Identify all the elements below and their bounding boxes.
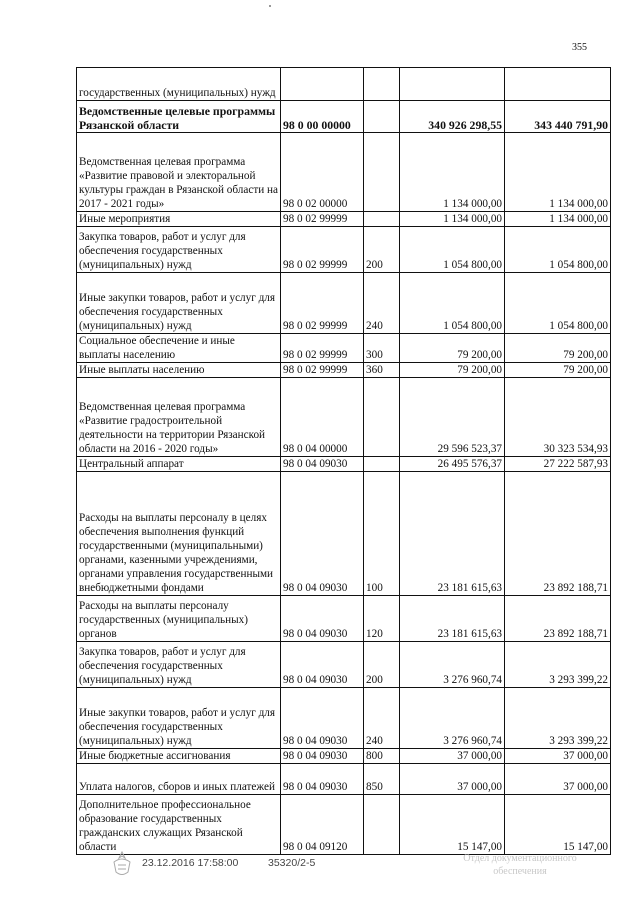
table-row xyxy=(77,642,611,688)
cell-v2: 15 147,00 xyxy=(505,795,611,855)
cell-name: Ведомственная целевая программа «Развитие градостроительной деятельности на территории Рязанской области на 2016 - 2020 годы» xyxy=(77,378,281,457)
cell-v2: 3 293 399,22 xyxy=(505,688,611,749)
cell-code: 98 0 00 00000 xyxy=(281,101,364,133)
cell-name: Закупка товаров, работ и услуг для обеспечения государственных (муниципальных) нужд xyxy=(77,227,281,273)
cell-v1: 23 181 615,63 xyxy=(400,596,505,642)
cell-code: 98 0 04 09030 xyxy=(281,457,364,472)
table-row xyxy=(77,457,611,472)
cell-v1: 29 596 523,37 xyxy=(400,378,505,457)
cell-type xyxy=(364,101,400,133)
scan-mark xyxy=(269,5,271,7)
cell-code: 98 0 02 99999 xyxy=(281,334,364,363)
table-row xyxy=(77,101,611,133)
emblem-icon xyxy=(108,850,136,880)
page-number: 355 xyxy=(572,42,587,53)
cell-name: Уплата налогов, сборов и иных платежей xyxy=(77,764,281,795)
cell-name: Иные выплаты населению xyxy=(77,363,281,378)
cell-type: 300 xyxy=(364,334,400,363)
cell-v2: 1 134 000,00 xyxy=(505,212,611,227)
budget-table-body xyxy=(77,68,611,855)
cell-type xyxy=(364,457,400,472)
cell-code: 98 0 02 99999 xyxy=(281,273,364,334)
table-row xyxy=(77,68,611,101)
cell-v2: 37 000,00 xyxy=(505,764,611,795)
cell-type xyxy=(364,212,400,227)
cell-code: 98 0 02 00000 xyxy=(281,133,364,212)
cell-v2: 27 222 587,93 xyxy=(505,457,611,472)
table-row xyxy=(77,273,611,334)
cell-name: Дополнительное профессиональное образование государственных гражданских служащих Рязанской области xyxy=(77,795,281,855)
cell-v2: 3 293 399,22 xyxy=(505,642,611,688)
cell-type xyxy=(364,68,400,101)
cell-v2: 37 000,00 xyxy=(505,749,611,764)
cell-v2: 343 440 791,90 xyxy=(505,101,611,133)
cell-type: 200 xyxy=(364,227,400,273)
cell-v2: 79 200,00 xyxy=(505,334,611,363)
cell-v2 xyxy=(505,68,611,101)
cell-name: Центральный аппарат xyxy=(77,457,281,472)
cell-code: 98 0 02 99999 xyxy=(281,227,364,273)
cell-v1 xyxy=(400,68,505,101)
table-row xyxy=(77,472,611,596)
cell-v2: 30 323 534,93 xyxy=(505,378,611,457)
cell-type: 200 xyxy=(364,642,400,688)
department-seal: Отдел документационного обеспечения xyxy=(463,853,577,877)
cell-v1: 3 276 960,74 xyxy=(400,688,505,749)
table-row xyxy=(77,795,611,855)
table-row xyxy=(77,378,611,457)
cell-v1: 3 276 960,74 xyxy=(400,642,505,688)
cell-v1: 37 000,00 xyxy=(400,764,505,795)
cell-type: 240 xyxy=(364,688,400,749)
cell-type: 360 xyxy=(364,363,400,378)
cell-code: 98 0 02 99999 xyxy=(281,363,364,378)
cell-v1: 37 000,00 xyxy=(400,749,505,764)
cell-v2: 1 054 800,00 xyxy=(505,273,611,334)
cell-v2: 23 892 188,71 xyxy=(505,472,611,596)
cell-code: 98 0 04 09030 xyxy=(281,472,364,596)
table-row xyxy=(77,764,611,795)
cell-v1: 26 495 576,37 xyxy=(400,457,505,472)
table-row xyxy=(77,334,611,363)
cell-v2: 1 134 000,00 xyxy=(505,133,611,212)
cell-code: 98 0 04 09030 xyxy=(281,596,364,642)
footer-datetime: 23.12.2016 17:58:00 xyxy=(142,857,239,869)
cell-name: Социальное обеспечение и иные выплаты населению xyxy=(77,334,281,363)
cell-v1: 1 134 000,00 xyxy=(400,133,505,212)
cell-type xyxy=(364,795,400,855)
cell-type: 850 xyxy=(364,764,400,795)
cell-type xyxy=(364,378,400,457)
cell-name: Иные закупки товаров, работ и услуг для обеспечения государственных (муниципальных) нужд xyxy=(77,688,281,749)
cell-name: Ведомственные целевые программы Рязанской области xyxy=(77,101,281,133)
cell-code: 98 0 04 09030 xyxy=(281,688,364,749)
table-row xyxy=(77,363,611,378)
cell-name: Иные бюджетные ассигнования xyxy=(77,749,281,764)
table-row xyxy=(77,749,611,764)
cell-name: Закупка товаров, работ и услуг для обеспечения государственных (муниципальных) нужд xyxy=(77,642,281,688)
table-row xyxy=(77,227,611,273)
table-row xyxy=(77,212,611,227)
cell-code xyxy=(281,68,364,101)
cell-type xyxy=(364,133,400,212)
cell-v1: 1 054 800,00 xyxy=(400,227,505,273)
table-row xyxy=(77,133,611,212)
cell-type: 120 xyxy=(364,596,400,642)
cell-name: Иные закупки товаров, работ и услуг для обеспечения государственных (муниципальных) нужд xyxy=(77,273,281,334)
cell-v1: 1 134 000,00 xyxy=(400,212,505,227)
table-row xyxy=(77,688,611,749)
cell-code: 98 0 02 99999 xyxy=(281,212,364,227)
cell-code: 98 0 04 09030 xyxy=(281,642,364,688)
cell-code: 98 0 04 00000 xyxy=(281,378,364,457)
cell-v2: 1 054 800,00 xyxy=(505,227,611,273)
footer-doc-id: 35320/2-5 xyxy=(268,857,316,869)
cell-type: 100 xyxy=(364,472,400,596)
cell-code: 98 0 04 09120 xyxy=(281,795,364,855)
cell-v1: 340 926 298,55 xyxy=(400,101,505,133)
cell-name: Иные мероприятия xyxy=(77,212,281,227)
cell-type: 800 xyxy=(364,749,400,764)
cell-code: 98 0 04 09030 xyxy=(281,749,364,764)
cell-v1: 1 054 800,00 xyxy=(400,273,505,334)
cell-v1: 15 147,00 xyxy=(400,795,505,855)
cell-v1: 23 181 615,63 xyxy=(400,472,505,596)
cell-name: Ведомственная целевая программа «Развитие правовой и электоральной культуры граждан в Рязанской области на 2017 - 2021 годы» xyxy=(77,133,281,212)
cell-name: Расходы на выплаты персоналу в целях обеспечения выполнения функций государственными (муниципальными) органами, казенными учреждениями, органами управления государственными внебюджетными фондами xyxy=(77,472,281,596)
table-row xyxy=(77,596,611,642)
cell-v2: 79 200,00 xyxy=(505,363,611,378)
cell-v1: 79 200,00 xyxy=(400,363,505,378)
cell-v2: 23 892 188,71 xyxy=(505,596,611,642)
cell-type: 240 xyxy=(364,273,400,334)
budget-table xyxy=(76,67,611,855)
cell-name: Расходы на выплаты персоналу государственных (муниципальных) органов xyxy=(77,596,281,642)
cell-code: 98 0 04 09030 xyxy=(281,764,364,795)
cell-name: государственных (муниципальных) нужд xyxy=(77,68,281,101)
cell-v1: 79 200,00 xyxy=(400,334,505,363)
